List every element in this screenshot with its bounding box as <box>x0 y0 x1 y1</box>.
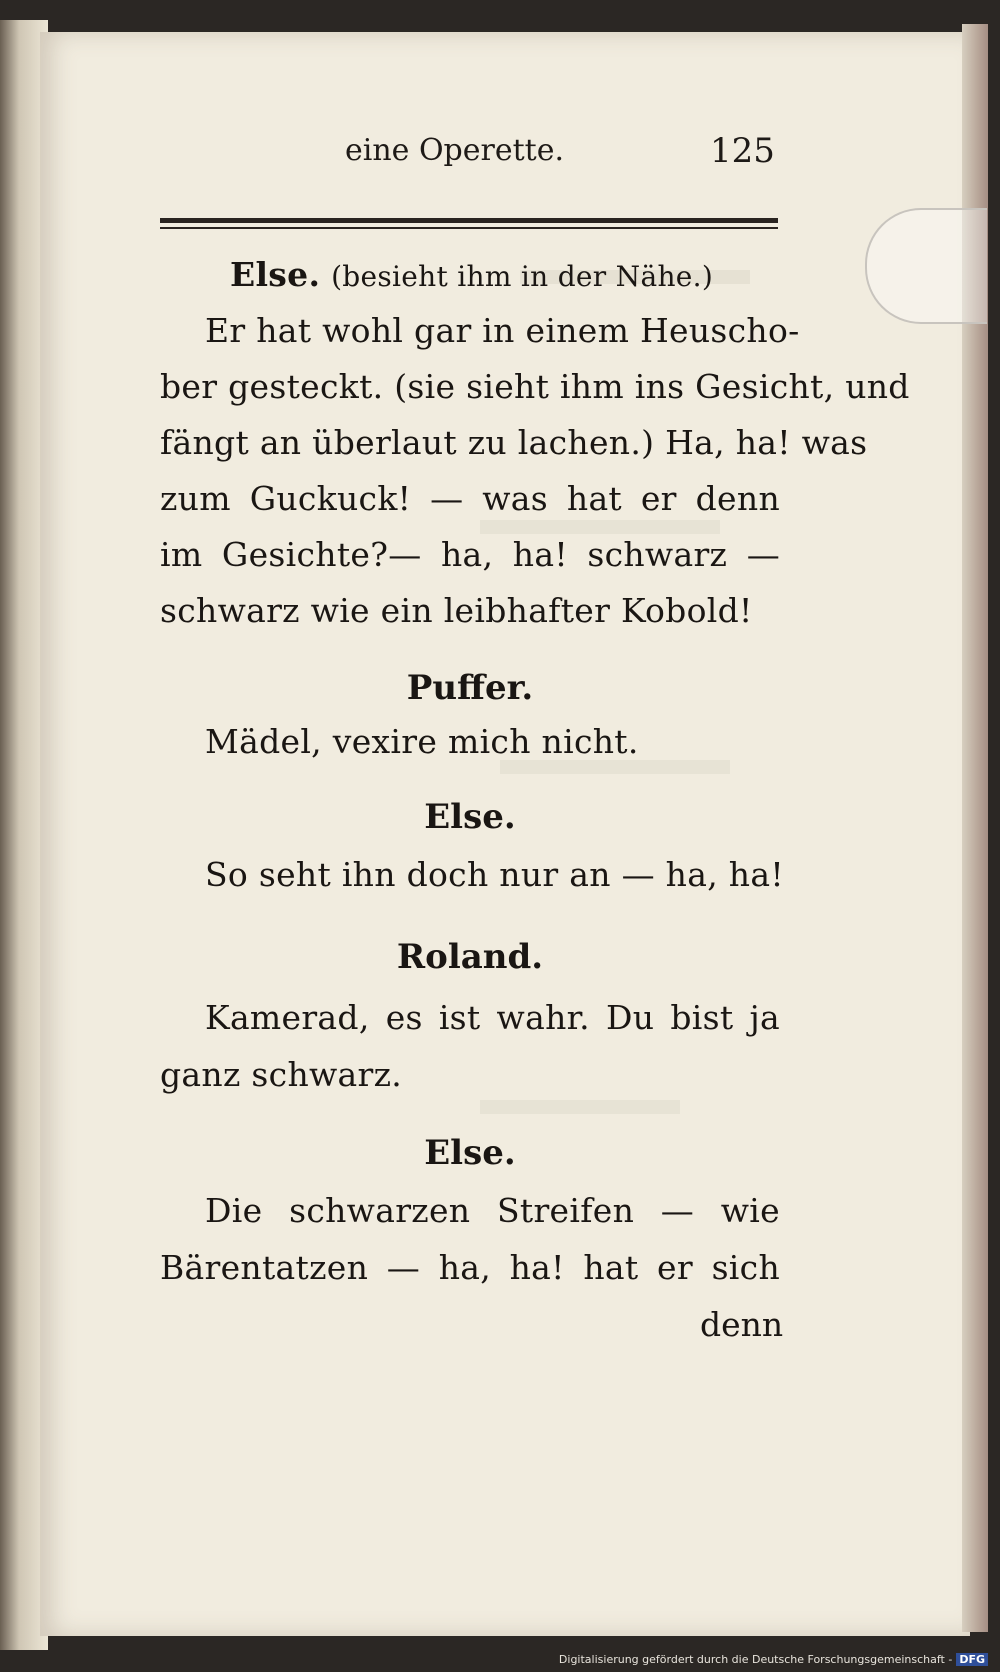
show-through <box>480 520 720 534</box>
page-number: 125 <box>710 131 775 171</box>
stage-direction: (besieht ihm in der Nähe.) <box>331 260 714 293</box>
catchword: denn <box>700 1305 784 1344</box>
header-rule <box>160 227 778 229</box>
speaker-name: Else. <box>424 797 516 837</box>
dfg-logo: DFG <box>956 1653 988 1666</box>
speech-line: So seht ihn doch nur an — ha, ha! <box>205 855 784 894</box>
running-head: eine Operette. <box>345 133 565 168</box>
speaker-name: Else. <box>230 255 321 294</box>
speech-line: fängt an überlaut zu lachen.) Ha, ha! was <box>160 423 868 462</box>
header-rule <box>160 218 778 223</box>
speech-line <box>230 255 713 297</box>
speech-line: schwarz wie ein leibhafter Kobold! <box>160 591 753 630</box>
speaker-name: Roland. <box>396 937 544 977</box>
show-through <box>480 1100 680 1114</box>
speech-line: zum Guckuck! — was hat er denn <box>160 479 780 518</box>
speech-line: Die schwarzen Streifen — wie <box>205 1191 780 1230</box>
speech-line: ganz schwarz. <box>160 1055 403 1094</box>
digitization-credit <box>559 1653 988 1666</box>
page-clip <box>865 208 987 324</box>
credit-text: Digitalisierung gefördert durch die Deutsche Forschungsgemeinschaft - <box>558 1653 953 1666</box>
speech-line: ber gesteckt. (sie sieht ihm ins Gesicht, und <box>160 367 910 406</box>
speech-line: Bärentatzen — ha, ha! hat er sich <box>160 1248 780 1287</box>
speaker-name: Puffer. <box>406 668 534 708</box>
show-through <box>500 760 730 774</box>
speaker-name: Else. <box>424 1133 516 1173</box>
speech-line: Mädel, vexire mich nicht. <box>205 722 639 761</box>
speech-line: im Gesichte?— ha, ha! schwarz — <box>160 535 780 574</box>
speech-line: Kamerad, es ist wahr. Du bist ja <box>205 998 780 1037</box>
speech-line: Er hat wohl gar in einem Heuscho- <box>205 311 800 350</box>
